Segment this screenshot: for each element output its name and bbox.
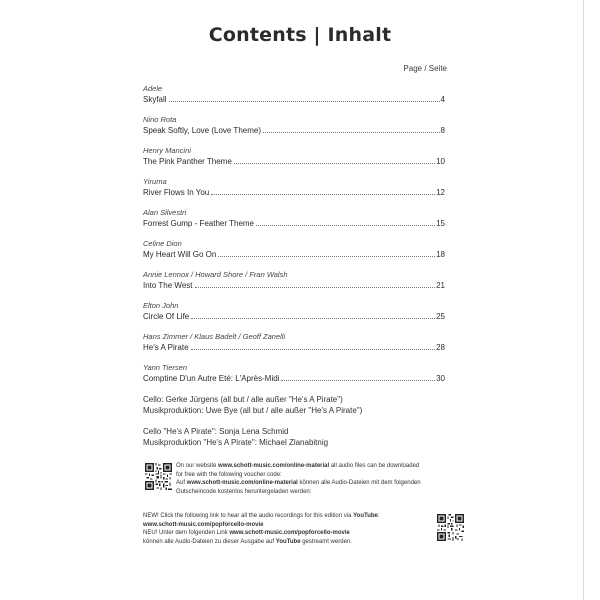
qr-code-icon[interactable] [145,463,172,490]
credit-line: Cello "He's A Pirate": Sonja Lena Schmid [143,427,289,436]
page-number: 15 [436,219,445,228]
song-title: Into The West [143,281,193,290]
page-title: Contents | Inhalt [208,24,392,46]
dot-leader [263,132,440,133]
youtube-link[interactable]: www.schott-music.com/popforcello-movie [143,521,264,528]
youtube-info [143,512,439,546]
text: all audio files can be downloaded [329,463,420,469]
text: for free with the following voucher code: [176,471,282,478]
composer: Elton John [143,301,179,310]
page-number: 21 [436,281,445,290]
song-title: He's A Pirate [143,343,189,352]
song-title: Speak Softly, Love (Love Theme) [143,126,261,135]
toc-entry[interactable] [143,299,445,330]
song-title: Forrest Gump - Feather Theme [143,219,254,228]
download-info [176,462,476,496]
song-title: My Heart Will Go On [143,250,217,259]
composer: Yiruma [143,177,167,186]
credit-line: Musikproduktion "He's A Pirate": Michael Zlanabitnig [143,438,329,447]
text: gestreamt werden. [300,538,352,545]
song-title: The Pink Panther Theme [143,157,232,166]
text: NEU! Unter dem folgenden Link [143,530,230,536]
text: On our website [176,463,219,469]
text: können alle Audio-Dateien zu dieser Ausgabe auf [143,538,276,545]
dot-leader [256,225,435,226]
song-title: Circle Of Life [143,312,190,321]
page-number: 4 [440,95,445,104]
song-title: River Flows In You [143,188,210,197]
dot-leader [191,318,435,319]
composer: Nino Rota [143,115,177,124]
composer: Henry Mancini [143,146,191,155]
page-number: 30 [436,374,445,383]
credit-line: Musikproduktion: Uwe Bye (all but / alle außer "He's A Pirate") [143,406,363,415]
toc-entry[interactable] [143,82,445,113]
song-title: Comptine D'un Autre Eté: L'Après-Midi [143,374,280,383]
credits [143,394,362,458]
dot-leader [234,163,435,164]
toc-entry[interactable] [143,175,445,206]
toc-entry[interactable] [143,268,445,299]
download-link-de[interactable]: www.schott-music.com/online-material [186,480,298,486]
toc-entry[interactable] [143,330,445,361]
page-number: 8 [440,126,445,135]
dot-leader [218,256,435,257]
page-number: 25 [436,312,445,321]
composer: Annie Lennox / Howard Shore / Fran Walsh [143,270,288,279]
composer: Hans Zimmer / Klaus Badelt / Geoff Zanelli [143,332,286,341]
text: können alle Audio-Dateien mit dem folgenden [297,480,421,486]
composer: Alan Silvestri [143,208,187,217]
page-column-header: Page / Seite [403,64,447,73]
table-of-contents [143,82,445,392]
text: : [377,513,380,519]
credit-line: Cello: Gerke Jürgens (all but / alle außer "He's A Pirate") [143,395,343,404]
youtube-label: YouTube [353,513,378,519]
composer: Celine Dion [143,239,182,248]
youtube-link-de[interactable]: www.schott-music.com/popforcello-movie [229,530,350,536]
page-edge [583,0,584,600]
toc-entry[interactable] [143,361,445,392]
youtube-label: YouTube [275,538,301,545]
composer: Yann Tiersen [143,363,187,372]
toc-entry[interactable] [143,113,445,144]
download-link[interactable]: www.schott-music.com/online-material [218,463,330,469]
dot-leader [191,349,436,350]
dot-leader [169,101,440,102]
page-number: 28 [436,343,445,352]
page-number: 12 [436,188,445,197]
page-number: 18 [436,250,445,259]
song-title: Skyfall [143,95,167,104]
toc-entry[interactable] [143,206,445,237]
qr-code-icon[interactable] [437,514,464,541]
toc-entry[interactable] [143,144,445,175]
page-number: 10 [436,157,445,166]
text: NEW! Click the following link to hear all the audio recordings for this edition via [143,513,354,519]
text: Gutscheincode kostenlos heruntergeladen werden: [176,488,312,495]
text: Auf [176,480,187,486]
dot-leader [281,380,435,381]
dot-leader [211,194,435,195]
dot-leader [195,287,436,288]
toc-entry[interactable] [143,237,445,268]
composer: Adele [143,84,163,93]
